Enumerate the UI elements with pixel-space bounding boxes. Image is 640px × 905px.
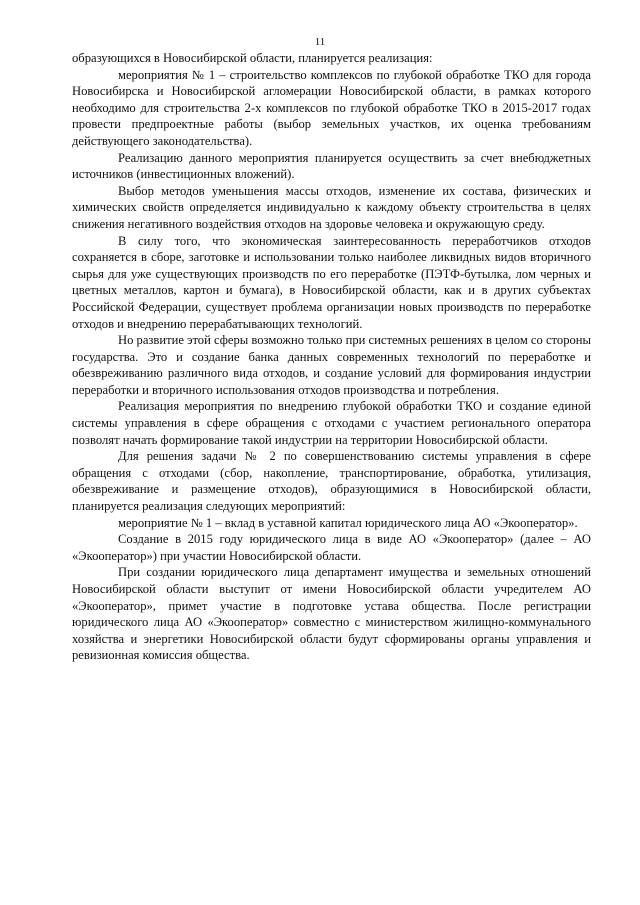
paragraph-methods: Выбор методов уменьшения массы отходов, изменение их состава, физических и химических свойств определяется индивидуально к каждому объекту строительства в целях снижения негативного воздействия отходов на здоровье человека и окружающую среду. bbox=[72, 183, 591, 231]
paragraph-founding: При создании юридического лица департамент имущества и земельных отношений Новосибирской области выступит от имени Новосибирской области учредителем АО «Экооператор», примет участие в подготовке устава общества. После регистрации юридического лица АО «Экооператор» совместно с министерством жилищно-коммунального хозяйства и энергетики Новосибирской области будут сформированы органы управления и ревизионная комиссия общества. bbox=[72, 565, 591, 663]
paragraph-development: Но развитие этой сферы возможно только при системных решениях в целом со стороны государства. Это и создание банка данных современных технологий по переработке и обезвреживанию различного вида отходов, и создание условий для формирования индустрии переработки и вторичного использования отходов производства и потребления. bbox=[72, 333, 591, 397]
paragraph-measure-contribution: мероприятие № 1 – вклад в уставной капитал юридического лица АО «Экооператор». bbox=[118, 515, 578, 530]
paragraph-economic-interest: В силу того, что экономическая заинтересованность переработчиков отходов сохраняется в сборе, заготовке и использовании только наиболее ликвидных видов вторичного сырья для уже существующих производств по его переработке (ПЭТФ-бутылка, лом черных и цветных металлов, картон и бумага), в Новосибирской области, как и в других субъектах Российской Федерации, существует проблема организации новых производств по переработке отходов и внедрению перерабатывающих технологий. bbox=[72, 233, 591, 331]
paragraph-continuation: образующихся в Новосибирской области, планируется реализация: bbox=[72, 51, 433, 65]
paragraph-creation: Создание в 2015 году юридического лица в виде АО «Экооператор» (далее – АО «Экооператор») при участии Новосибирской области. bbox=[72, 532, 591, 563]
paragraph-task-2: Для решения задачи № 2 по совершенствованию системы управления в сфере обращения с отходами (сбор, накопление, транспортирование, обработка, утилизация, обезвреживание и размещение отходов), образующимися в Новосибирской области, планируется реализация следующих мероприятий: bbox=[72, 449, 591, 514]
page-number: 11 bbox=[314, 36, 326, 48]
paragraph-funding: Реализацию данного мероприятия планируется осуществить за счет внебюджетных источников (инвестиционных вложений). bbox=[72, 150, 591, 182]
paragraph-measure-1: мероприятия № 1 – строительство комплексов по глубокой обработке ТКО для города Новосибирска и Новосибирской агломерации Новосибирской области, в рамках которого необходимо для строительства 2-х комплексов по глубокой обработке ТКО в 2015-2017 годах провести предпроектные работы (выбор земельных участков, их оценка требованиям действующего законодательства). bbox=[72, 67, 591, 148]
paragraph-implementation: Реализация мероприятия по внедрению глубокой обработки ТКО и создание единой системы управления в сфере обращения с отходами с участием регионального оператора позволят начать формирование такой индустрии на территории Новосибирской области. bbox=[72, 399, 591, 447]
document-body bbox=[72, 50, 591, 664]
